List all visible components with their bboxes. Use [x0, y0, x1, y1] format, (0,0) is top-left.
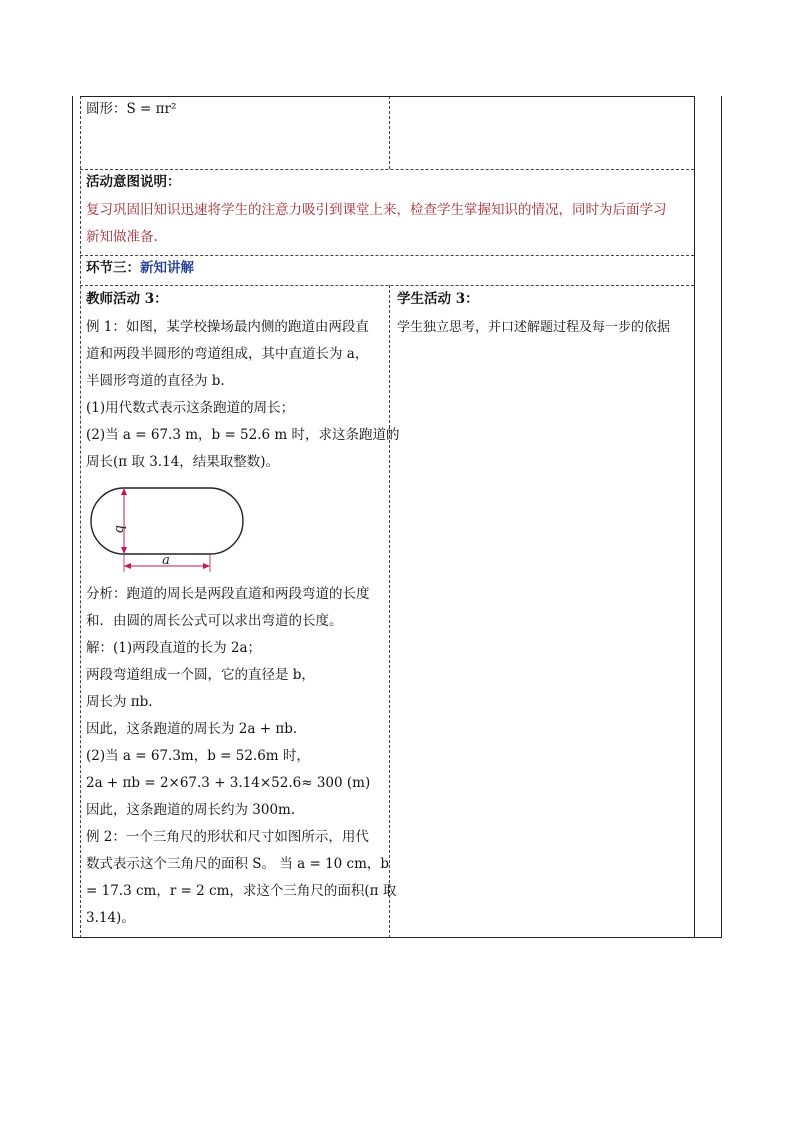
teacher-line: 分析：跑道的周长是两段直道和两段弯道的长度: [86, 586, 370, 602]
teacher-line: 因此，这条跑道的周长为 2a + πb.: [86, 721, 298, 737]
track-outline: [91, 488, 243, 554]
label-b: b: [112, 525, 127, 534]
teacher-line: 数式表示这个三角尺的面积 S。 当 a = 10 cm，b: [86, 856, 390, 872]
arrow-head-down: [121, 547, 127, 554]
table-left-dashed-border: [80, 96, 81, 938]
table-inner-right-border: [694, 96, 695, 938]
teacher-line: 例 2：一个三角尺的形状和尺寸如图所示，用代: [86, 829, 369, 845]
arrow-head-up: [121, 488, 127, 495]
teacher-line: 周长(π 取 3.14，结果取整数)。: [86, 454, 280, 470]
teacher-line: (2)当 a = 67.3 m，b = 52.6 m 时，求这条跑道的: [86, 427, 400, 443]
section-3-heading: [86, 255, 194, 282]
section-3-label: 环节三：: [86, 260, 140, 276]
top-row-divider: [389, 96, 390, 169]
row-divider-3: [80, 285, 694, 286]
teacher-line: 2a + πb = 2×67.3 + 3.14×52.6≈ 300 (m): [86, 775, 371, 791]
intent-line-1: 复习巩固旧知识迅速将学生的注意力吸引到课堂上来，检查学生掌握知识的情况，同时为后面学习: [86, 202, 667, 218]
teacher-line: 半圆形弯道的直径为 b.: [86, 373, 225, 389]
arrow-head-left: [124, 563, 131, 569]
student-activity-text: 学生独立思考，并口述解题过程及每一步的依据: [397, 320, 671, 335]
label-a: a: [162, 553, 170, 568]
section-3-title: 新知讲解: [140, 260, 194, 276]
teacher-line: 周长为 πb.: [86, 694, 153, 710]
teacher-line: 解：(1)两段直道的长为 2a；: [86, 640, 262, 656]
intent-heading: 活动意图说明：: [86, 174, 181, 190]
teacher-activity-heading: 教师活动 3：: [86, 291, 168, 307]
teacher-line: 和．由圆的周长公式可以求出弯道的长度。: [86, 613, 343, 629]
teacher-line: (2)当 a = 67.3m，b = 52.6m 时，: [86, 748, 310, 764]
activity-column-divider: [389, 285, 390, 938]
teacher-line: 3.14)。: [86, 910, 135, 926]
teacher-line: 例 1：如图，某学校操场最内侧的跑道由两段直: [86, 319, 369, 335]
running-track-figure: [86, 480, 256, 580]
teacher-line: 道和两段半圆形的弯道组成，其中直道长为 a，: [86, 346, 369, 362]
teacher-line: 因此，这条跑道的周长约为 300m.: [86, 802, 296, 818]
student-activity-heading: 学生活动 3：: [397, 291, 479, 307]
arrow-head-right: [203, 563, 210, 569]
circle-area-formula: 圆形：S = πr²: [86, 101, 177, 117]
teacher-line: 两段弯道组成一个圆，它的直径是 b，: [86, 667, 315, 683]
teacher-line: = 17.3 cm，r = 2 cm，求这个三角尺的面积(π 取: [86, 883, 397, 899]
teacher-line: (1)用代数式表示这条跑道的周长；: [86, 400, 295, 416]
intent-line-2: 新知做准备.: [86, 229, 158, 245]
